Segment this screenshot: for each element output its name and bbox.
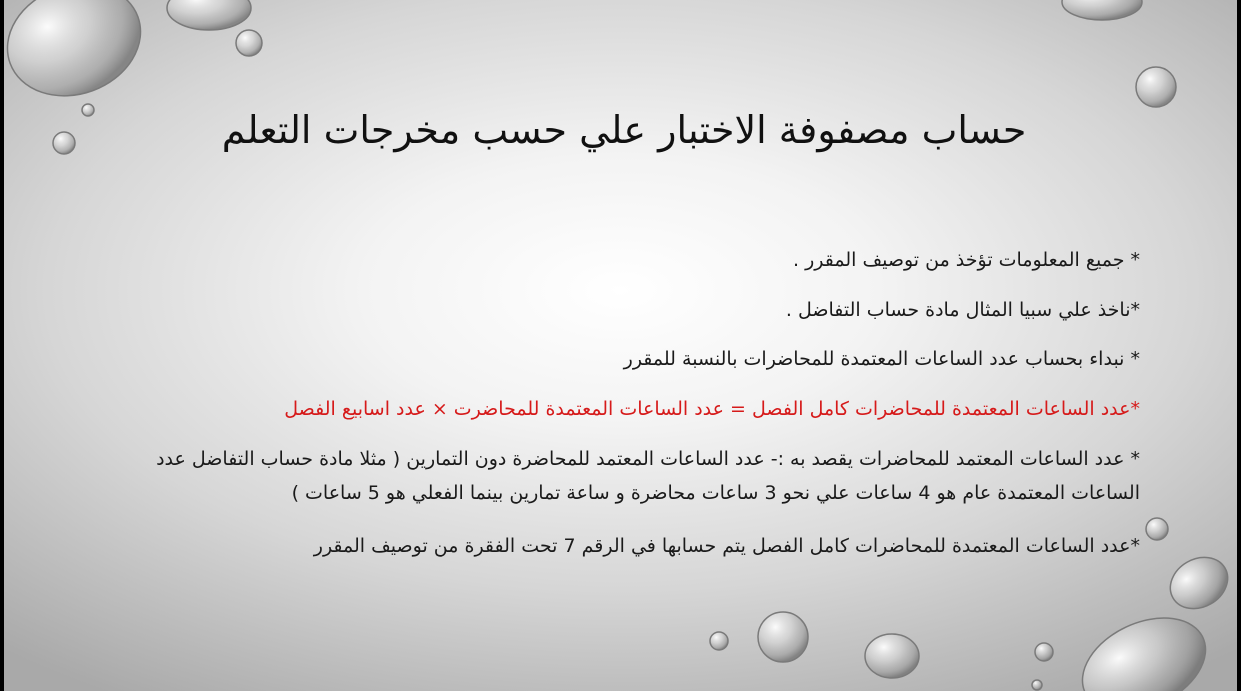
slide-title: حساب مصفوفة الاختبار علي حسب مخرجات التعلم bbox=[221, 108, 1027, 152]
droplet bbox=[1062, 0, 1142, 20]
droplet bbox=[4, 0, 156, 114]
bullet-2: *ناخذ علي سبيا المثال مادة حساب التفاضل . bbox=[785, 299, 1140, 321]
droplet bbox=[1035, 643, 1053, 661]
bullet-6: *عدد الساعات المعتمدة للمحاضرات كامل الفصل يتم حسابها في الرقم 7 تحت الفقرة من توصيف المقرر bbox=[313, 535, 1140, 557]
droplet bbox=[236, 30, 262, 56]
droplet bbox=[1032, 680, 1042, 690]
droplet bbox=[865, 634, 919, 678]
bullet-1: * جميع المعلومات تؤخذ من توصيف المقرر . bbox=[793, 249, 1140, 271]
bullet-4-highlighted: *عدد الساعات المعتمدة للمحاضرات كامل الفصل = عدد الساعات المعتمدة للمحاضرت × عدد اسابيع الفصل bbox=[284, 398, 1140, 420]
droplet bbox=[758, 612, 808, 662]
bullet-3: * نبداء بحساب عدد الساعات المعتمدة للمحاضرات بالنسبة للمقرر bbox=[623, 348, 1140, 370]
droplet bbox=[1146, 518, 1168, 540]
droplet bbox=[1136, 67, 1176, 107]
droplet bbox=[710, 632, 728, 650]
presentation-slide bbox=[4, 0, 1237, 691]
droplet bbox=[1067, 599, 1220, 691]
droplet bbox=[167, 0, 251, 30]
droplet bbox=[1161, 547, 1237, 619]
bullet-5: * عدد الساعات المعتمد للمحاضرات يقصد به :- عدد الساعات المعتمد للمحاضرة دون التمارين ( مثلا مادة حساب التفاضل عدد الساعات المعتمدة عام هو 4 ساعات علي نحو 3 ساعات محاضرة و ساعة تمارين بينما الفعلي هو 5 ساعات ) bbox=[156, 448, 1140, 504]
